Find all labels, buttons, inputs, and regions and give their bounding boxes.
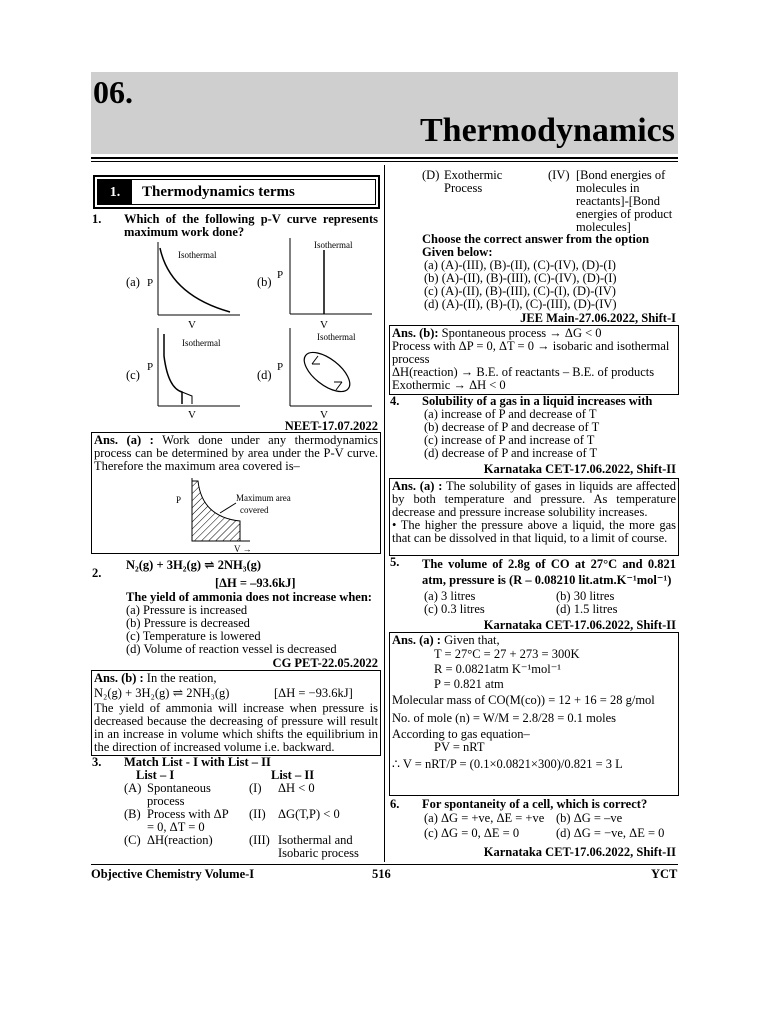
q4-text: Solubility of a gas in a liquid increases with <box>422 394 653 408</box>
q1-graph-d-p: P <box>277 361 284 373</box>
q1-answer-box <box>91 432 381 554</box>
q4-option-c: (c) increase of P and increase of T <box>424 433 595 447</box>
footer-rule <box>91 864 678 865</box>
q2-option-a: (a) Pressure is increased <box>126 603 248 617</box>
q2-option-d: (d) Volume of reaction vessel is decreased <box>126 642 337 656</box>
q5-answer-line-6: No. of mole (n) = W/M = 2.8/28 = 0.1 moles <box>392 711 617 725</box>
q5-option-d: (d) 1.5 litres <box>556 602 618 616</box>
q5-number: 5. <box>390 555 400 569</box>
q6-option-b: (b) ΔG = –ve <box>556 811 623 825</box>
q3-list2-head: List – II <box>271 768 315 782</box>
q3-text: Match List - I with List – II <box>124 755 271 769</box>
q1-figure-v: V → <box>234 544 252 553</box>
q1-graph-a-v: V <box>188 319 196 330</box>
q2-answer-box <box>91 670 381 756</box>
q4-answer-head: Ans. (a) : <box>392 479 443 493</box>
q1-graph-a-p: P <box>147 277 154 289</box>
q1-option-a: (a) <box>126 275 140 289</box>
q1-graph-c-label: Isothermal <box>182 338 221 348</box>
q4-option-a: (a) increase of P and decrease of T <box>424 407 597 421</box>
q3-list1-head: List – I <box>136 768 175 782</box>
q2-number: 2. <box>92 566 102 580</box>
header-rule-thin <box>91 161 678 162</box>
q4-answer-bullet: • The higher the pressure above a liquid, the more gas that can be dissolved in that liquid, to a limit of course. <box>392 518 676 545</box>
q5-option-c: (c) 0.3 litres <box>424 602 485 616</box>
q5-answer-line-1: Given that, <box>444 633 500 647</box>
q5-text: The volume of 2.8g of CO at 27°C and 0.821 atm, pressure is (R – 0.08210 lit.atm.K⁻¹mol⁻¹) <box>422 557 676 587</box>
footer-page-number: 516 <box>372 867 391 881</box>
q1-answer-head: Ans. (a) : <box>94 433 154 447</box>
q3-row-b-roman: (II) <box>249 807 266 821</box>
q2-answer-head: Ans. (b) : <box>94 671 144 685</box>
q1-graph-d-v: V <box>320 409 328 420</box>
q1-source: NEET-17.07.2022 <box>284 419 378 433</box>
q4-answer-text: The solubility of gases in liquids are affected by both temperature and pressure. As temperature decrease and pressure increase solubility increases. <box>392 479 676 519</box>
q1-graph-a <box>140 240 250 330</box>
q5-option-a: (a) 3 litres <box>424 589 476 603</box>
q6-number: 6. <box>390 797 400 811</box>
q2-text: The yield of ammonia does not increase when: <box>126 590 372 604</box>
q3-row-a-key: (A) <box>124 781 142 795</box>
q2-answer-reaction: N₂(g) + 3H₂(g) ⇌ 2NH₃(g) <box>94 686 230 700</box>
q3-row-c-l1: ΔH(reaction) <box>147 833 213 847</box>
q5-answer-head: Ans. (a) : <box>392 633 441 647</box>
q6-option-c: (c) ΔG = 0, ΔE = 0 <box>424 826 520 840</box>
q1-option-c: (c) <box>126 368 140 382</box>
q3-row-c-key: (C) <box>124 833 141 847</box>
q3-row-d-l1: Exothermic Process <box>444 168 503 195</box>
q1-figure-label-2: covered <box>240 505 269 515</box>
q1-graph-c-v: V <box>188 409 196 420</box>
q1-figure-p: P <box>176 495 182 505</box>
q2-option-c: (c) Temperature is lowered <box>126 629 261 643</box>
q6-source: Karnataka CET-17.06.2022, Shift-II <box>483 845 676 859</box>
q5-option-b: (b) 30 litres <box>556 589 615 603</box>
q5-source: Karnataka CET-17.06.2022, Shift-II <box>483 618 676 632</box>
q2-source: CG PET-22.05.2022 <box>272 656 378 670</box>
q3-choose: Choose the correct answer from the option Given below: <box>422 232 650 259</box>
q5-answer-line-2: T = 27°C = 27 + 273 = 300K <box>434 647 580 661</box>
q1-answer-text: Work done under any thermodynamics process can be determined by area under the P-V curve. Therefore the maximum area covered is– <box>94 433 378 473</box>
q3-row-a-l1: Spontaneous process <box>147 781 211 808</box>
q2-answer-text: The yield of ammonia will increase when pressure is decreased because the decreasing of pressure will result in an increase in volume which shifts the equilibrium in the direction of increased volume i.e. backward. <box>94 701 378 754</box>
section-title: Thermodynamics terms <box>142 184 295 200</box>
q3-answer-head: Ans. (b): <box>392 326 439 340</box>
q1-answer-figure <box>170 473 310 553</box>
q1-graph-c-p: P <box>147 361 154 373</box>
q5-answer-line-9: ∴ V = nRT/P = (0.1×0.0821×300)/0.821 = 3 L <box>392 757 623 771</box>
q4-source: Karnataka CET-17.06.2022, Shift-II <box>483 462 676 476</box>
q3-row-b-key: (B) <box>124 807 141 821</box>
q1-number: 1. <box>92 212 102 226</box>
q3-number: 3. <box>92 755 102 769</box>
q1-option-d: (d) <box>257 368 272 382</box>
q5-answer-line-4: P = 0.821 atm <box>434 677 504 691</box>
q3-row-d-roman: (IV) <box>548 168 570 182</box>
q1-graph-a-label: Isothermal <box>178 250 217 260</box>
q3-row-b-l1: Process with ΔP = 0, ΔT = 0 <box>147 807 229 834</box>
q3-answer-line-4: Exothermic → ΔH < 0 <box>392 378 506 392</box>
chapter-title: Thermodynamics <box>420 112 675 149</box>
q3-answer-line-2: Process with ΔP = 0, ΔT = 0 → isobaric and isothermal process <box>392 339 670 366</box>
q2-answer-intro: In the reation, <box>146 671 217 685</box>
q5-answer-box <box>389 632 679 796</box>
q1-option-b: (b) <box>257 275 272 289</box>
q1-graph-d-label: Isothermal <box>317 332 356 342</box>
q3-row-c-l2: Isothermal and Isobaric process <box>278 833 359 860</box>
footer-publisher: YCT <box>651 867 678 881</box>
q1-figure-label-1: Maximum area <box>236 493 291 503</box>
q6-option-d: (d) ΔG = −ve, ΔE = 0 <box>556 826 665 840</box>
q6-text: For spontaneity of a cell, which is correct? <box>422 797 648 811</box>
q4-option-d: (d) decrease of P and increase of T <box>424 446 598 460</box>
q3-row-c-roman: (III) <box>249 833 270 847</box>
q5-answer-line-7: According to gas equation– <box>392 727 530 741</box>
q3-answer-box <box>389 325 679 395</box>
q2-answer-enthalpy: [ΔH = −93.6kJ] <box>274 686 353 700</box>
q5-answer-line-3: R = 0.0821atm K⁻¹mol⁻¹ <box>434 662 562 676</box>
q6-option-a: (a) ΔG = +ve, ΔE = +ve <box>424 811 545 825</box>
q1-graph-b <box>272 236 382 330</box>
q4-answer-box <box>389 478 679 556</box>
footer-book-title: Objective Chemistry Volume-I <box>91 867 255 881</box>
q1-graph-b-v: V <box>320 319 328 330</box>
q1-graph-c <box>140 326 250 420</box>
q1-text: Which of the following p-V curve represents maximum work done? <box>124 212 378 239</box>
q4-number: 4. <box>390 394 400 408</box>
q3-answer-line-1: Spontaneous process → ΔG < 0 <box>441 326 602 340</box>
q3-row-b-l2: ΔG(T,P) < 0 <box>278 807 340 821</box>
q3-row-d-key: (D) <box>422 168 440 182</box>
q5-answer-line-8: PV = nRT <box>434 740 485 754</box>
q2-reaction: N₂(g) + 3H₂(g) ⇌ 2NH₃(g) <box>126 558 262 572</box>
q3-row-a-l2: ΔH < 0 <box>278 781 315 795</box>
q1-graph-b-label: Isothermal <box>314 240 353 250</box>
q3-row-a-roman: (I) <box>249 781 262 795</box>
chapter-header <box>91 72 678 154</box>
section-number: 1. <box>98 180 132 204</box>
header-rule <box>91 157 678 159</box>
q2-option-b: (b) Pressure is decreased <box>126 616 250 630</box>
q1-graph-d <box>272 326 382 420</box>
q3-answer-line-3: ΔH(reaction) → B.E. of reactants – B.E. of products <box>392 365 655 379</box>
q1-graph-b-p: P <box>277 269 284 281</box>
q3-row-d-l2: [Bond energies of molecules in reactants]-[Bond energies of product molecules] <box>576 168 673 234</box>
q4-option-b: (b) decrease of P and decrease of T <box>424 420 600 434</box>
q3-option-d: (d) (A)-(II), (B)-(I), (C)-(III), (D)-(IV) <box>424 297 617 311</box>
section-heading <box>93 175 380 209</box>
q3-option-b: (b) (A)-(II), (B)-(III), (C)-(IV), (D)-(I) <box>424 271 617 285</box>
column-divider <box>384 165 385 862</box>
q5-answer-line-5: Molecular mass of CO(M(co)) = 12 + 16 = 28 g/mol <box>392 693 655 707</box>
chapter-number: 06. <box>93 74 133 110</box>
q3-option-a: (a) (A)-(III), (B)-(II), (C)-(IV), (D)-(I) <box>424 258 616 272</box>
q3-source: JEE Main-27.06.2022, Shift-I <box>520 311 676 325</box>
q3-option-c: (c) (A)-(II), (B)-(III), (C)-(I), (D)-(IV) <box>424 284 616 298</box>
q2-enthalpy: [ΔH = –93.6kJ] <box>215 576 296 590</box>
